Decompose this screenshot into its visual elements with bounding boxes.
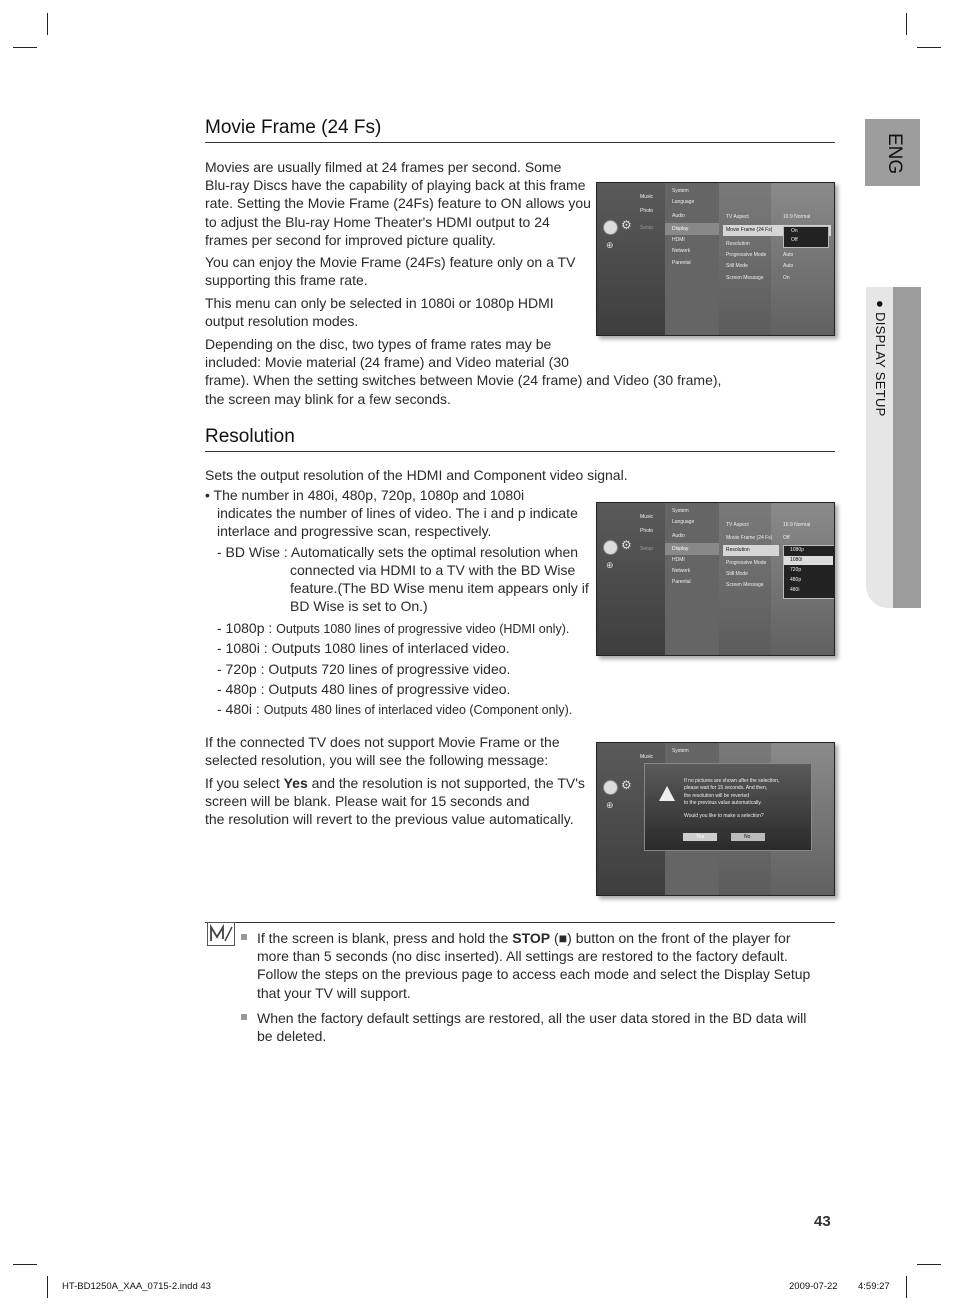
movie-frame-paragraph-1: Movies are usually filmed at 24 frames per second. Some Blu-ray Discs have the capability of playing back at this frame rate. Setting the Movie Frame (24Fs) feature to ON allows you to adjust the Blu-ray Home Theater's HDMI output to 24 frames per second for improved picture quality.: [205, 159, 591, 248]
gear-icon: ⚙: [621, 778, 632, 792]
footer-time: 4:59:27: [858, 1281, 890, 1292]
footer-date: 2009-07-22: [789, 1281, 838, 1292]
resolution-item-1080p: - 1080p : Outputs 1080 lines of progressive video (HDMI only).: [217, 620, 570, 636]
movie-frame-heading: Movie Frame (24 Fs): [205, 117, 382, 138]
resolution-heading: Resolution: [205, 426, 295, 447]
resolution-item-720p: - 720p : Outputs 720 lines of progressive video.: [217, 661, 511, 677]
note-bullet-icon: [241, 934, 247, 940]
resolution-item-1080i: - 1080i : Outputs 1080 lines of interlaced video.: [217, 640, 510, 656]
movie-frame-paragraph-2: You can enjoy the Movie Frame (24Fs) feature only on a TV supporting this frame rate.: [205, 254, 576, 289]
resolution-bullet: • The number in 480i, 480p, 720p, 1080p and 1080i indicates the number of lines of video. The i and p indicate interlace and progressive scan, respectively.: [205, 487, 578, 540]
language-tab: [865, 119, 920, 186]
gear-icon: ⚙: [621, 538, 632, 552]
page-number: 43: [814, 1213, 831, 1230]
note-1: If the screen is blank, press and hold the STOP (■) button on the front of the player for more than 5 seconds (no disc inserted). All settings are restored to the factory default. Follow the steps on the previous page to access each mode and select the Display Setup that your TV will support.: [257, 930, 811, 1001]
network-icon: ⊕: [606, 560, 614, 570]
crop-mark: [47, 1276, 48, 1298]
warning-paragraph-2: If you select Yes and the resolution is not supported, the TV's screen will be blank. Please wait for 15 seconds and the resolution will revert to the previous value automatically.: [205, 775, 585, 828]
crop-mark: [47, 13, 48, 35]
note-bullet-icon: [241, 1014, 247, 1020]
resolution-intro: Sets the output resolution of the HDMI and Component video signal.: [205, 467, 628, 483]
language-tab-label: ENG: [884, 133, 905, 175]
crop-mark: [13, 47, 37, 48]
bd-wise-item: - BD Wise : Automatically sets the optimal resolution when: [217, 544, 579, 560]
menu-screenshot-dialog: Music ⚙ ⊕ System If no pictures are shown after the selection, please wait for 15 seconds. And then, the resolution will be reverted to the previous value automatically. Would you like to make a selection? Yes No: [596, 742, 835, 896]
movie-frame-paragraph-4: Depending on the disc, two types of frame rates may be included: Movie material (24 frame) and Video material (30 frame). When the setting switches between Movie (24 frame) and Video (30 frame), the screen may blink for a few seconds.: [205, 336, 722, 407]
note-2: When the factory default settings are restored, all the user data stored in the BD data will be deleted.: [257, 1010, 807, 1045]
gear-icon: ⚙: [621, 218, 632, 232]
disc-icon: [603, 780, 618, 795]
warning-paragraph-1: If the connected TV does not support Movie Frame or the selected resolution, you will see the following message:: [205, 734, 560, 769]
disc-icon: [603, 540, 618, 555]
disc-icon: [603, 220, 618, 235]
dialog-no-button[interactable]: No: [731, 833, 765, 841]
menu-screenshot-movie-frame: Music Photo Setup ⚙ ⊕ System Language Audio Display HDMI Network Parental TV Aspect 16:9 Normal Movie Frame (24 Fs) Resolution Progressive Mode Auto Still Mode Auto Screen Message On On Off: [596, 182, 835, 336]
note-icon: [207, 922, 235, 946]
menu-screenshot-resolution: Music Photo Setup ⚙ ⊕ System Language Audio Display HDMI Network Parental TV Aspect 16:9 Normal Movie Frame (24 Fs) Off Resolution Progressive Mode Still Mode Screen Message 1080p 1080i 720p 480p 480i: [596, 502, 835, 656]
network-icon: ⊕: [606, 800, 614, 810]
movie-frame-paragraph-3: This menu can only be selected in 1080i or 1080p HDMI output resolution modes.: [205, 295, 554, 330]
footer-filename: HT-BD1250A_XAA_0715-2.indd 43: [62, 1281, 211, 1292]
resolution-item-480p: - 480p : Outputs 480 lines of progressive video.: [217, 681, 511, 697]
network-icon: ⊕: [606, 240, 614, 250]
warning-icon: [659, 786, 675, 801]
section-side-label: ● DISPLAY SETUP: [873, 300, 888, 417]
crop-mark: [13, 1264, 37, 1265]
divider: [205, 142, 835, 143]
crop-mark: [906, 13, 907, 35]
confirm-dialog: If no pictures are shown after the selection, please wait for 15 seconds. And then, the resolution will be reverted to the previous value automatically. Would you like to make a selection? Yes No: [644, 763, 812, 851]
divider: [205, 451, 835, 452]
crop-mark: [917, 47, 941, 48]
crop-mark: [917, 1264, 941, 1265]
dialog-yes-button[interactable]: Yes: [683, 833, 717, 841]
resolution-item-480i: - 480i : Outputs 480 lines of interlaced video (Component only).: [217, 701, 573, 717]
bd-wise-continued: connected via HDMI to a TV with the BD Wise feature.(The BD Wise menu item appears only if BD Wise is set to On.): [290, 562, 589, 615]
crop-mark: [906, 1276, 907, 1298]
divider: [205, 922, 835, 923]
